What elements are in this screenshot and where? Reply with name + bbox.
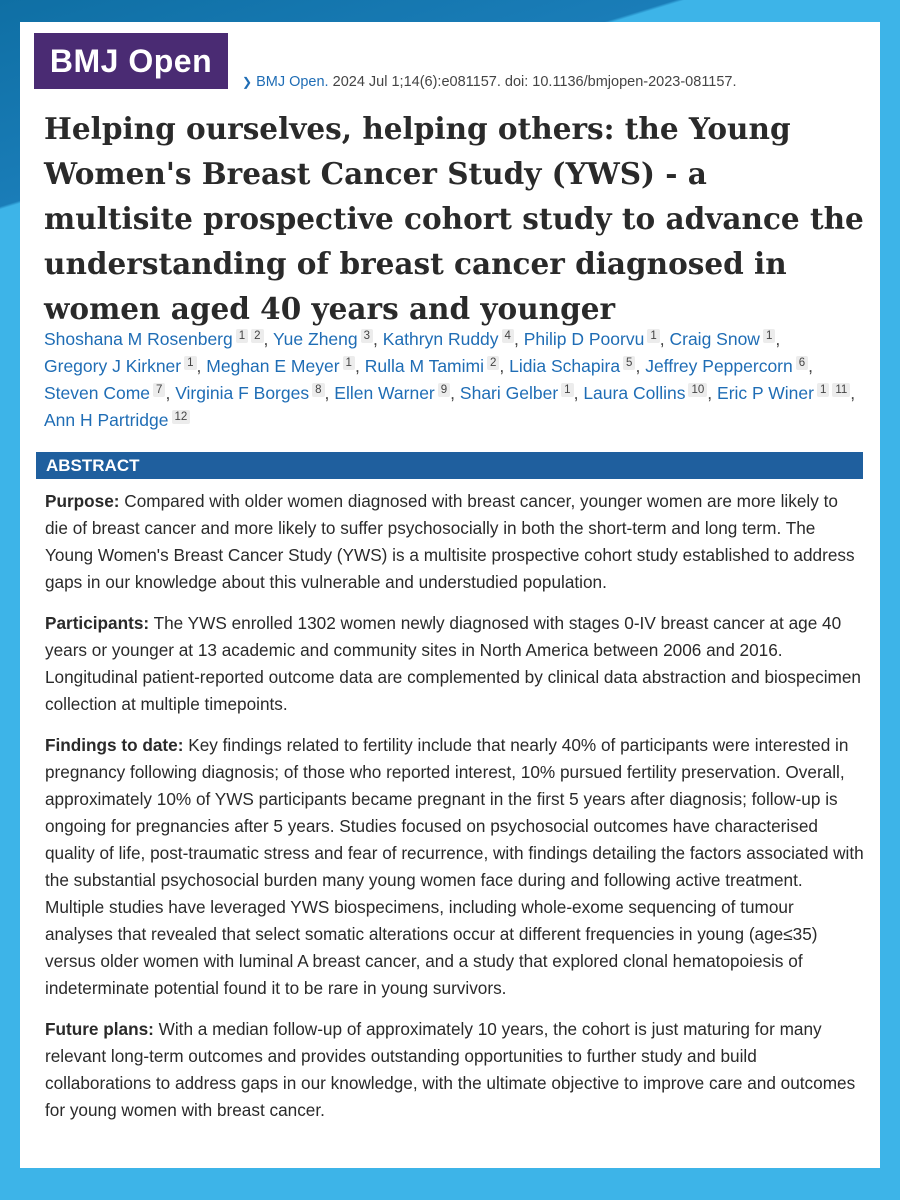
author-link[interactable]	[273, 329, 378, 349]
article-title: Helping ourselves, helping others: the Young Women's Breast Cancer Study (YWS) - a multisite prospective cohort study to advance the understanding of breast cancer diagnosed in women aged 40 years and younger	[44, 111, 864, 326]
affiliation-badge[interactable]: 3	[361, 329, 373, 343]
affiliation-badge[interactable]: 4	[502, 329, 514, 343]
author-name[interactable]: Gregory J Kirkner	[44, 356, 182, 376]
author-link[interactable]	[175, 383, 329, 403]
author-separator: ,	[573, 383, 579, 403]
author-name[interactable]: Ellen Warner	[334, 383, 435, 403]
author-link[interactable]	[717, 383, 855, 403]
author-name[interactable]: Jeffrey Peppercorn	[645, 356, 793, 376]
citation-journal-link[interactable]: BMJ Open.	[256, 74, 329, 90]
section-text: Compared with older women diagnosed with breast cancer, younger women are more likely to die of breast cancer and more likely to suffer psychosocially in both the short-term and long term. The Young Women's Breast Cancer Study (YWS) is a multisite prospective cohort study established to address gaps in our knowledge about this vulnerable and understudied population.	[45, 491, 855, 592]
section-label: Findings to date:	[45, 735, 184, 755]
abstract-section-future-plans	[45, 1016, 865, 1124]
section-label: Purpose:	[45, 491, 120, 511]
author-link[interactable]	[383, 329, 519, 349]
section-text: With a median follow-up of approximately 10 years, the cohort is just maturing for many relevant long-term outcomes and provides outstanding opportunities to further study and build collaborations to address gaps in our knowledge, with the ultimate objective to improve care and outcomes for young women with breast cancer.	[45, 1019, 856, 1120]
author-link[interactable]	[44, 329, 268, 349]
author-separator: ,	[499, 356, 505, 376]
author-name[interactable]: Meghan E Meyer	[206, 356, 340, 376]
affiliation-badge[interactable]: 6	[796, 356, 808, 370]
affiliation-badge[interactable]: 7	[153, 383, 165, 397]
affiliation-badge[interactable]: 12	[172, 410, 191, 424]
author-separator: ,	[707, 383, 713, 403]
citation-details: 2024 Jul 1;14(6):e081157. doi: 10.1136/bmjopen-2023-081157.	[332, 74, 737, 90]
affiliation-badge[interactable]: 1	[184, 356, 196, 370]
author-separator: ,	[354, 356, 360, 376]
author-link[interactable]	[645, 356, 813, 376]
author-separator: ,	[450, 383, 456, 403]
author-separator: ,	[775, 329, 781, 349]
section-label: Future plans:	[45, 1019, 154, 1039]
author-name[interactable]: Laura Collins	[583, 383, 686, 403]
chevron-right-icon: ❯	[242, 75, 253, 89]
abstract-heading: ABSTRACT	[36, 452, 863, 479]
author-link[interactable]	[44, 410, 190, 430]
section-label: Participants:	[45, 613, 150, 633]
author-link[interactable]	[460, 383, 579, 403]
author-separator: ,	[659, 329, 665, 349]
author-name[interactable]: Ann H Partridge	[44, 410, 169, 430]
author-name[interactable]: Yue Zheng	[272, 329, 358, 349]
affiliation-badge[interactable]: 1	[236, 329, 248, 343]
abstract-section-findings	[45, 732, 865, 1002]
affiliation-badge[interactable]: 5	[623, 356, 635, 370]
author-link[interactable]	[206, 356, 360, 376]
author-link[interactable]	[365, 356, 505, 376]
affiliation-badge[interactable]: 2	[251, 329, 263, 343]
affiliation-badge[interactable]: 1	[647, 329, 659, 343]
affiliation-badge[interactable]: 1	[343, 356, 355, 370]
affiliation-badge[interactable]: 10	[688, 383, 707, 397]
author-name[interactable]: Craig Snow	[669, 329, 760, 349]
author-name[interactable]: Shoshana M Rosenberg	[44, 329, 233, 349]
author-name[interactable]: Lidia Schapira	[509, 356, 621, 376]
author-separator: ,	[324, 383, 330, 403]
article-card	[20, 22, 880, 1168]
author-link[interactable]	[509, 356, 640, 376]
affiliation-badge[interactable]: 8	[312, 383, 324, 397]
author-name[interactable]: Virginia F Borges	[175, 383, 310, 403]
author-link[interactable]	[44, 383, 170, 403]
abstract-body	[45, 488, 865, 1138]
author-separator: ,	[635, 356, 641, 376]
author-name[interactable]: Steven Come	[44, 383, 151, 403]
abstract-section-participants	[45, 610, 865, 718]
author-list	[44, 326, 860, 434]
citation	[242, 74, 737, 90]
author-separator: ,	[263, 329, 269, 349]
author-link[interactable]	[669, 329, 780, 349]
author-name[interactable]: Shari Gelber	[459, 383, 559, 403]
author-separator: ,	[165, 383, 171, 403]
journal-logo[interactable]: BMJ Open	[34, 33, 228, 89]
author-name[interactable]: Kathryn Ruddy	[382, 329, 499, 349]
author-separator: ,	[850, 383, 856, 403]
author-name[interactable]: Eric P Winer	[717, 383, 814, 403]
author-separator: ,	[513, 329, 519, 349]
author-separator: ,	[373, 329, 378, 349]
author-link[interactable]	[334, 383, 455, 403]
author-name[interactable]: Philip D Poorvu	[523, 329, 645, 349]
affiliation-badge[interactable]: 1	[817, 383, 829, 397]
abstract-section-purpose	[45, 488, 865, 596]
author-name[interactable]: Rulla M Tamimi	[364, 356, 484, 376]
affiliation-badge[interactable]: 2	[487, 356, 499, 370]
author-separator: ,	[808, 356, 814, 376]
author-link[interactable]	[583, 383, 712, 403]
author-separator: ,	[196, 356, 202, 376]
affiliation-badge[interactable]: 1	[561, 383, 573, 397]
affiliation-badge[interactable]: 1	[763, 329, 775, 343]
author-link[interactable]	[524, 329, 665, 349]
affiliation-badge[interactable]: 11	[832, 383, 850, 397]
section-text: Key findings related to fertility include that nearly 40% of participants were interested in pregnancy following diagnosis; of those who reported interest, 10% pursued fertility preservation. Overall, approximately 10% of YWS participants became pregnant in the first 5 years after diagnosis; follow-up is ongoing for pregnancies after 5 years. Studies focused on psychosocial outcomes have characterised quality of life, post-traumatic stress and fear of recurrence, with findings detailing the factors associated with the substantial psychosocial burden many young women face during and following active treatment. Multiple studies have leveraged YWS biospecimens, including whole-exome sequencing of tumour analyses that revealed that select somatic alterations occur at different frequencies in young (age≤35) versus older women with luminal A breast cancer, and a study that explored clonal hematopoiesis of indeterminate potential found it to be rare in young survivors.	[45, 735, 864, 998]
section-text: The YWS enrolled 1302 women newly diagnosed with stages 0-IV breast cancer at age 40 years or younger at 13 academic and community sites in North America between 2006 and 2016. Longitudinal patient-reported outcome data are complemented by clinical data abstraction and biospecimen collection at multiple timepoints.	[45, 613, 861, 714]
author-link[interactable]	[44, 356, 201, 376]
affiliation-badge[interactable]: 9	[438, 383, 450, 397]
